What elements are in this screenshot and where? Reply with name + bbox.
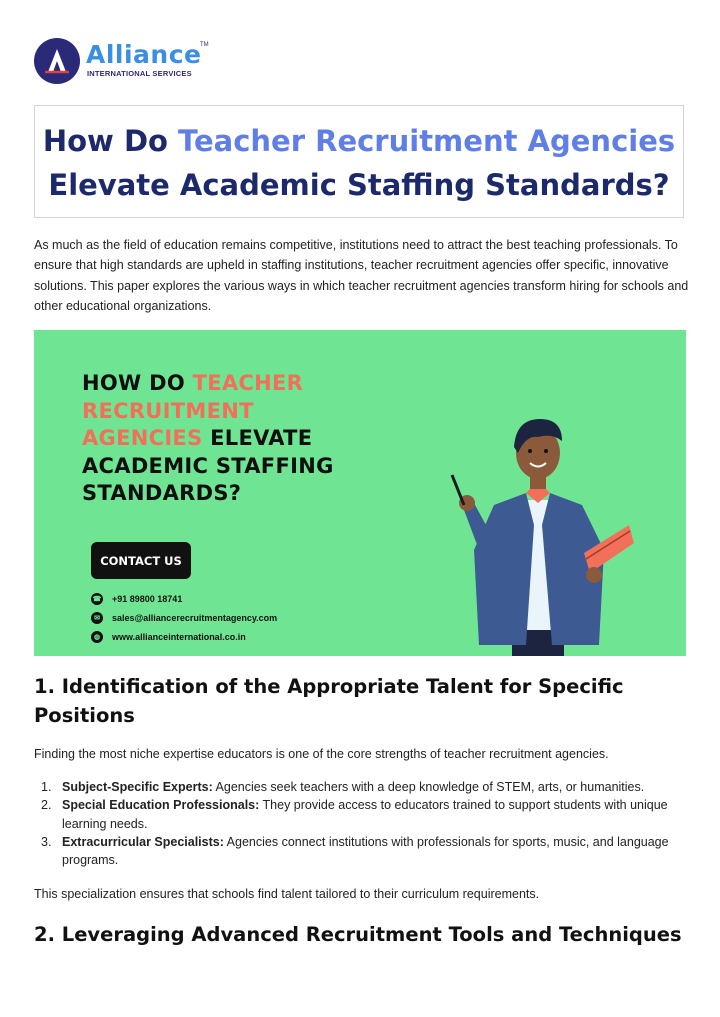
list-item-title: Special Education Professionals:: [62, 798, 260, 813]
list-item-number: 3.: [41, 834, 52, 849]
banner-l3a: AGENCIES: [82, 426, 203, 450]
list-item-text: Agencies connect institutions with professionals for sports, music, and language programs.: [62, 834, 669, 868]
banner-l5: STANDARDS?: [82, 481, 242, 505]
contact-phone: [91, 592, 182, 606]
title-part-2: Teacher Recruitment Agencies: [178, 124, 676, 158]
banner-headline: [82, 370, 412, 508]
phone-text: +91 89800 18741: [112, 594, 183, 604]
list-item-title: Subject-Specific Experts:: [62, 780, 213, 794]
banner-l1a: HOW DO: [82, 371, 193, 395]
list-item: [34, 796, 694, 833]
list-item: [34, 778, 694, 796]
section-1-heading-line-2: Positions: [34, 704, 135, 727]
banner-l4: ACADEMIC STAFFING: [82, 453, 334, 478]
globe-icon: ◍: [91, 631, 103, 643]
contact-us-button[interactable]: CONTACT US: [91, 542, 191, 579]
phone-icon: ☎: [91, 593, 103, 605]
contact-website[interactable]: [91, 630, 246, 644]
section-2-heading: 2. Leveraging Advanced Recruitment Tools and Techniques: [34, 923, 682, 946]
list-item-number: 2.: [41, 798, 52, 813]
title-part-1: How Do: [42, 124, 179, 158]
email-text: sales@alliancerecruitmentagency.com: [112, 613, 278, 623]
website-text: www.allianceinternational.co.in: [112, 632, 246, 642]
title-box: [34, 105, 684, 218]
company-logo: [34, 38, 214, 86]
intro-paragraph: As much as the field of education remains competitive, institutions need to attract the best teaching professionals. To ensure that high standards are upheld in staffing institutions, teacher recruitment agencies offer specific, innovative solutions. This paper explores the various ways in which teacher recruitment agencies transform hiring for schools and other educational organizations.: [34, 238, 689, 313]
logo-wordmark: Alliance: [86, 40, 202, 69]
list-item-title: Extracurricular Specialists:: [62, 834, 224, 849]
banner-l2: RECRUITMENT: [82, 398, 254, 423]
logo-tagline: INTERNATIONAL SERVICES: [87, 69, 192, 78]
section-1-closing: This specialization ensures that schools find talent tailored to their curriculum requirements.: [34, 887, 540, 901]
contact-email[interactable]: [91, 611, 277, 625]
section-1-lead: Finding the most niche expertise educators is one of the core strengths of teacher recruitment agencies.: [34, 747, 609, 761]
banner-l1b: TEACHER: [192, 371, 304, 395]
page-title-line-1: [35, 119, 683, 163]
section-1-list: [34, 778, 694, 869]
logo-a-icon: [34, 38, 80, 84]
logo-trademark: TM: [200, 42, 209, 48]
list-item-text: Agencies seek teachers with a deep knowledge of STEM, arts, or humanities.: [212, 780, 645, 794]
email-icon: ✉: [91, 612, 103, 624]
list-item-text: They provide access to educators trained to support students with unique learning needs.: [62, 798, 668, 831]
section-1-heading-line-1: 1. Identification of the Appropriate Talent for Specific: [34, 675, 624, 698]
hero-banner: [34, 330, 686, 656]
page-title-line-2: Elevate Academic Staffing Standards?: [48, 168, 670, 202]
teacher-illustration: [434, 375, 634, 656]
section-1-heading: [34, 672, 624, 730]
list-item-number: 1.: [41, 780, 52, 794]
list-item: [34, 833, 694, 870]
banner-l3b: ELEVATE: [202, 426, 313, 450]
